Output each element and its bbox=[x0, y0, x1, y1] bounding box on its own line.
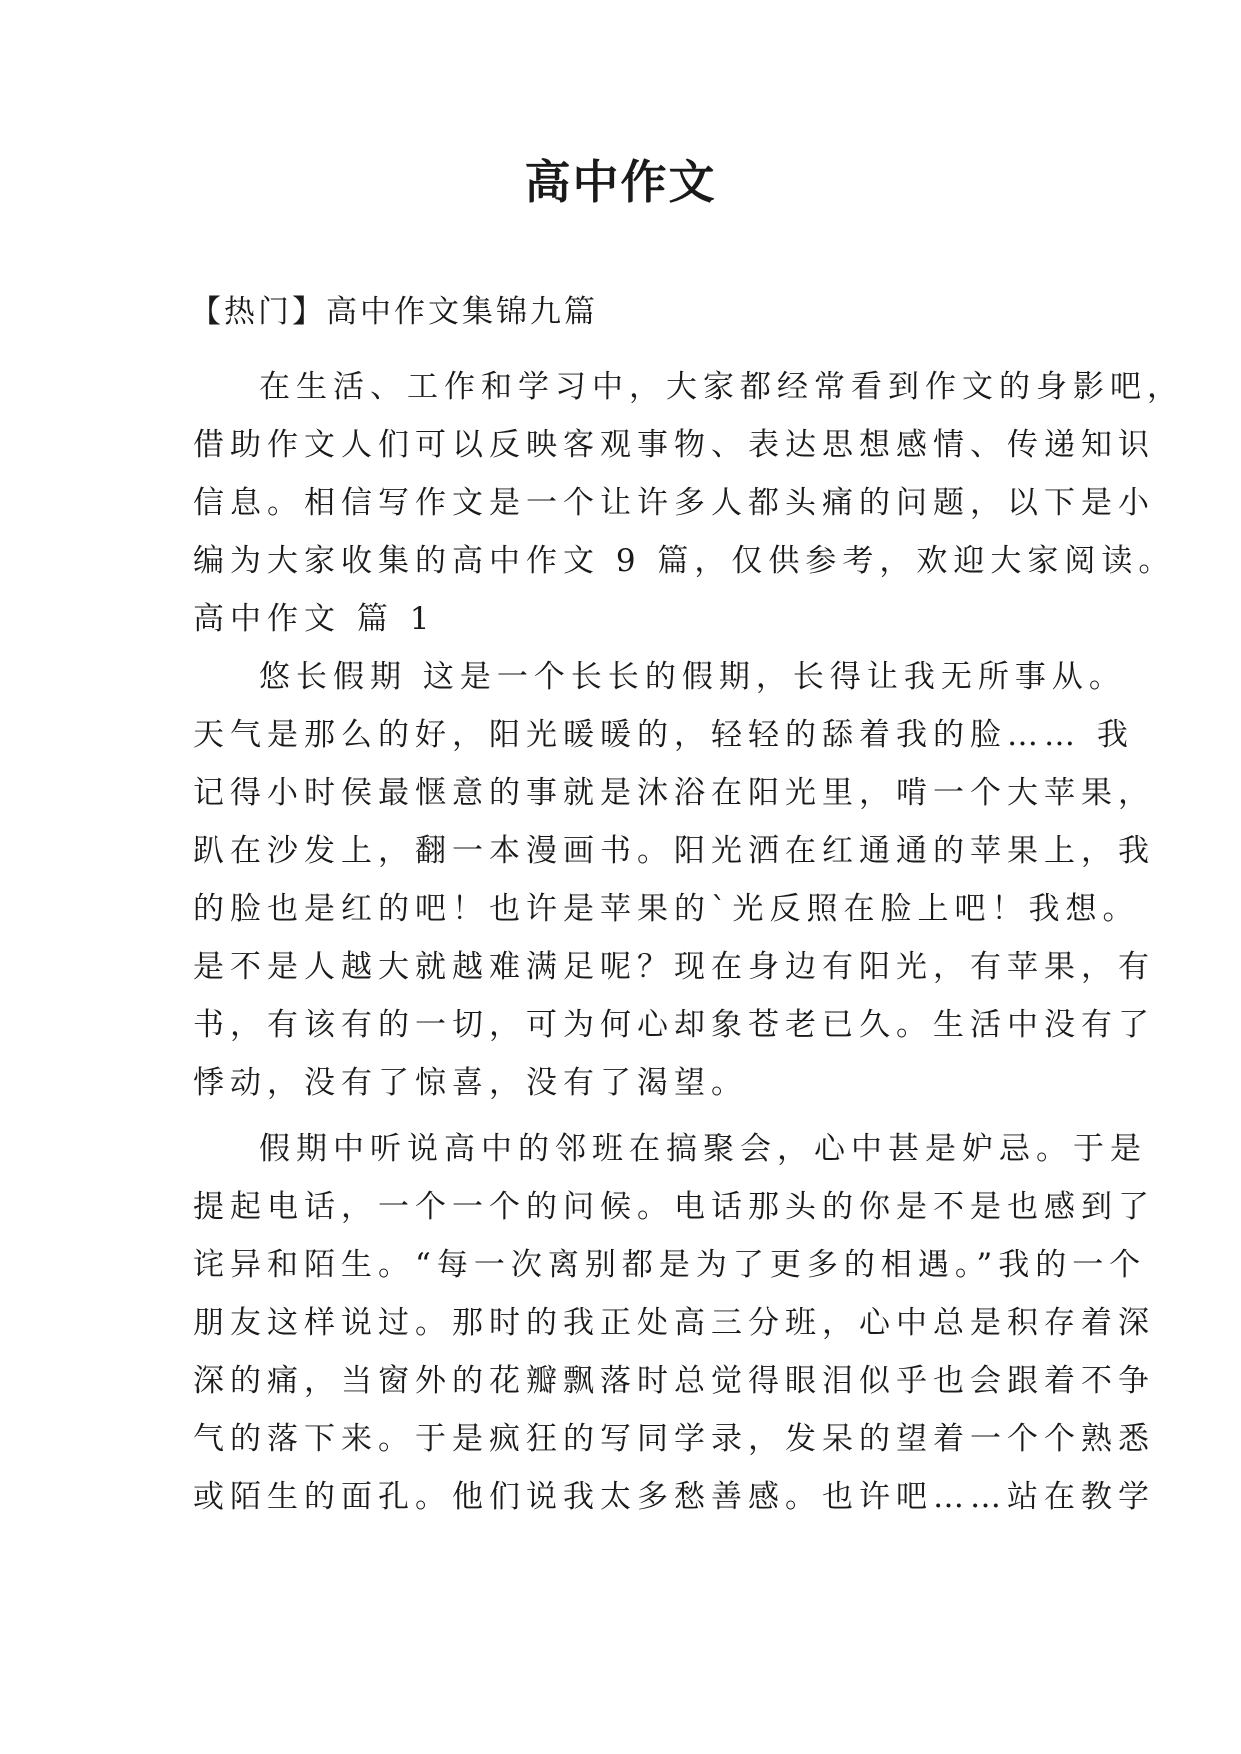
text-line: 诧异和陌生。“每一次离别都是为了更多的相遇。”我的一个 bbox=[193, 1247, 1147, 1283]
text-line: 是不是人越大就越难满足呢？现在身边有阳光，有苹果，有 bbox=[193, 949, 1155, 985]
text-line: 提起电话，一个一个的问候。电话那头的你是不是也感到了 bbox=[193, 1189, 1155, 1225]
text-line: 记得小时侯最惬意的事就是沐浴在阳光里，啃一个大苹果， bbox=[193, 775, 1155, 811]
text-line: 悠长假期 这是一个长长的假期，长得让我无所事从。 bbox=[259, 659, 1126, 695]
text-line: 朋友这样说过。那时的我正处高三分班，心中总是积存着深 bbox=[193, 1305, 1155, 1341]
section-heading: 高中作文 篇 1 bbox=[193, 601, 436, 637]
text-line: 或陌生的面孔。他们说我太多愁善感。也许吧……站在教学 bbox=[193, 1479, 1155, 1515]
text-line: 天气是那么的好，阳光暖暖的，轻轻的舔着我的脸…… 我 bbox=[193, 717, 1134, 753]
text-line: 的脸也是红的吧！也许是苹果的`光反照在脸上吧！我想。 bbox=[193, 891, 1140, 927]
text-line: 借助作文人们可以反映客观事物、表达思想感情、传递知识 bbox=[193, 427, 1155, 463]
paragraph-2 bbox=[193, 1120, 1155, 1526]
document-title: 高中作文 bbox=[524, 155, 717, 209]
text-line: 书，有该有的一切，可为何心却象苍老已久。生活中没有了 bbox=[193, 1007, 1155, 1043]
text-line: 假期中听说高中的邻班在搞聚会，心中甚是妒忌。于是 bbox=[259, 1131, 1147, 1167]
text-line: 在生活、工作和学习中，大家都经常看到作文的身影吧， bbox=[259, 369, 1184, 405]
text-line: 信息。相信写作文是一个让许多人都头痛的问题，以下是小 bbox=[193, 485, 1155, 521]
document-subtitle: 【热门】高中作文集锦九篇 bbox=[190, 294, 598, 330]
text-line: 编为大家收集的高中作文 9 篇，仅供参考，欢迎大家阅读。 bbox=[193, 543, 1176, 579]
paragraph-1 bbox=[193, 648, 1155, 1112]
text-line: 悸动，没有了惊喜，没有了渴望。 bbox=[193, 1065, 748, 1101]
text-line: 气的落下来。于是疯狂的写同学录，发呆的望着一个个熟悉 bbox=[193, 1421, 1155, 1457]
text-line: 深的痛，当窗外的花瓣飘落时总觉得眼泪似乎也会跟着不争 bbox=[193, 1363, 1155, 1399]
text-line: 趴在沙发上，翻一本漫画书。阳光洒在红通通的苹果上，我 bbox=[193, 833, 1155, 869]
intro-paragraph bbox=[193, 358, 1184, 648]
